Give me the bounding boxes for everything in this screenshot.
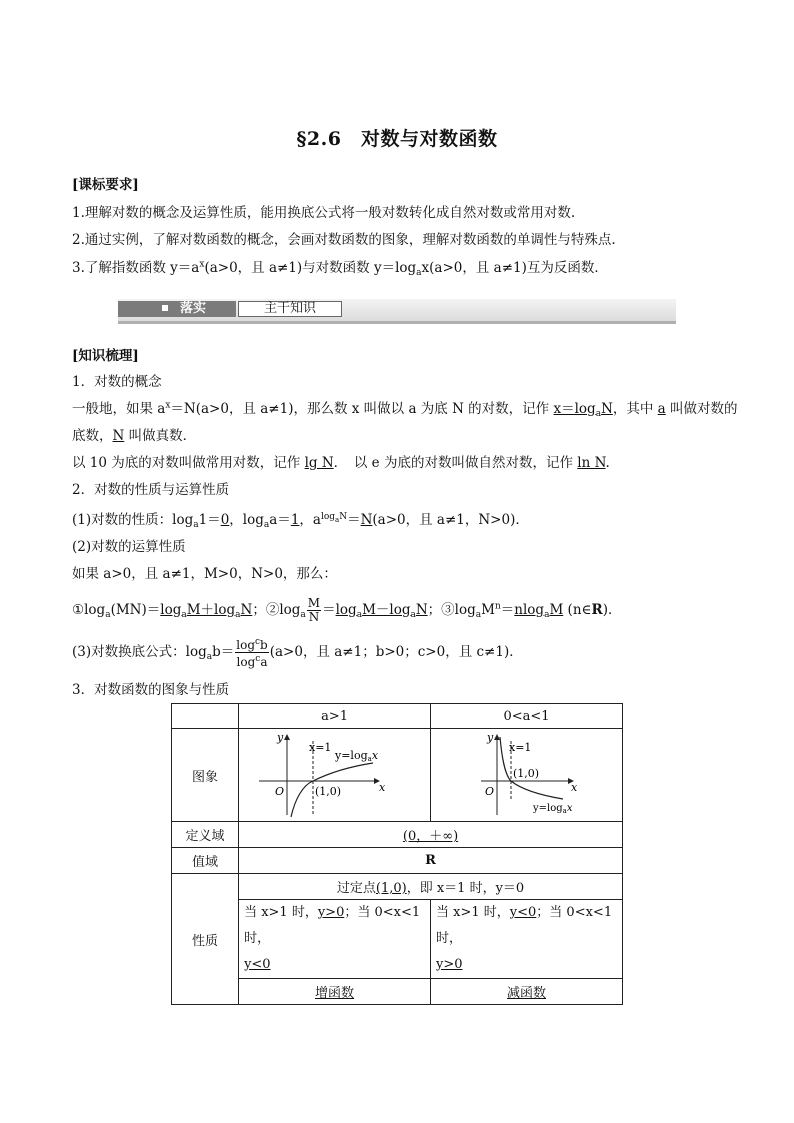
row-label-graph: 图象 bbox=[172, 729, 239, 822]
section-3-heading: 3．对数函数的图象与性质 bbox=[72, 682, 230, 698]
row-label-properties: 性质 bbox=[172, 874, 239, 1005]
graph-increasing-cell bbox=[239, 729, 431, 822]
operation-conditions: 如果 a>0，且 a≠1，M>0，N>0，那么： bbox=[72, 566, 337, 582]
x1-label: x=1 bbox=[509, 741, 532, 754]
log-graph-increasing bbox=[239, 729, 429, 821]
graph-decreasing-cell bbox=[431, 729, 623, 822]
sign-increasing-cell: 当 x>1 时，y>0；当 0<x<1 时， y<0 bbox=[239, 900, 431, 979]
monotonic-decreasing: 减函数 bbox=[431, 979, 623, 1005]
row-label-domain: 定义域 bbox=[172, 822, 239, 848]
log-properties-line: (1)对数的性质：$\log_a1=0$，$\log_aa=1$，$a^{log_aN}=N(a>0$，且 a≠1，N>0)． bbox=[72, 511, 529, 530]
domain-value: (0，＋∞) bbox=[239, 822, 623, 848]
page-title: §2.6 对数与对数函数 bbox=[296, 128, 498, 150]
curriculum-item-3: 3.了解指数函数 $y=a^x(a>0$，且 a≠1)与对数函数 $y=\log_ax(a>0$，且 a≠1)互为反函数． bbox=[72, 259, 608, 278]
row-label-range: 值域 bbox=[172, 848, 239, 874]
sign-decreasing-cell: 当 x>1 时，y<0；当 0<x<1 时， y>0 bbox=[431, 900, 623, 979]
curriculum-item-1: 1.理解对数的概念及运算性质，能用换底公式将一般对数转化成自然对数或常用对数. bbox=[72, 205, 576, 221]
x-label: x bbox=[571, 781, 578, 794]
section-banner bbox=[118, 299, 676, 324]
operation-rules-line: $①\log_a(MN)=\log_aM+\log_aN$；$②\log_a$ $\frac{M}{N}$ $=\log_aM-\log_aN$；$③\log_aM^n=nlog_aM$ (n∈R)． bbox=[72, 596, 622, 624]
log-definition-line-2: 底数，N 叫做真数． bbox=[72, 428, 197, 444]
knowledge-heading: [知识梳理] bbox=[72, 348, 139, 364]
curriculum-heading: [课标要求] bbox=[72, 177, 139, 193]
x-label: x bbox=[379, 781, 386, 794]
change-of-base-line: (3)对数换底公式：$\log_ab=$ $\frac{\log^cb}{\log^ca}$ (a>0，且 a≠1；b>0；c>0，且 c≠1)． bbox=[72, 637, 523, 669]
column-header-a-gt-1: a>1 bbox=[239, 704, 431, 729]
y-label: y bbox=[277, 731, 284, 744]
fixed-point-label: (1,0) bbox=[315, 785, 342, 798]
fixed-point-label: (1,0) bbox=[513, 767, 540, 780]
section-2-heading: 2．对数的性质与运算性质 bbox=[72, 482, 230, 498]
log-function-properties-table bbox=[171, 703, 623, 1005]
curriculum-item-2: 2.通过实例，了解对数函数的概念，会画对数函数的图象，理解对数函数的单调性与特殊点. bbox=[72, 232, 616, 248]
x1-label: x=1 bbox=[309, 741, 332, 754]
section-1-heading: 1．对数的概念 bbox=[72, 374, 162, 390]
curve-label: $y=\log_ax$ bbox=[533, 803, 573, 815]
banner-label-light: 主干知识 bbox=[238, 301, 342, 317]
y-label: y bbox=[487, 731, 494, 744]
common-natural-log-line: 以 10 为底的对数叫做常用对数，记作 lg N． 以 e 为底的对数叫做自然对数，记作 ln N. bbox=[72, 455, 610, 471]
fixed-point-row: 过定点(1,0)，即 x＝1 时，y＝0 bbox=[239, 874, 623, 900]
operation-properties-heading: (2)对数的运算性质 bbox=[72, 539, 186, 555]
range-value: R bbox=[239, 848, 623, 874]
log-definition-line-1: 一般地，如果 $a^x=N(a>0$，且 a≠1)，那么数 x 叫做以 a 为底 N 的对数，记作 $x=\log_aN$，其中 a 叫做对数的 bbox=[72, 400, 738, 419]
origin-label: O bbox=[485, 785, 495, 798]
banner-label-dark: 落实 bbox=[118, 301, 236, 317]
origin-label: O bbox=[275, 785, 285, 798]
column-header-a-lt-1: 0<a<1 bbox=[431, 704, 623, 729]
log-graph-decreasing bbox=[431, 729, 621, 821]
monotonic-increasing: 增函数 bbox=[239, 979, 431, 1005]
curve-label: y=logax bbox=[335, 749, 379, 763]
